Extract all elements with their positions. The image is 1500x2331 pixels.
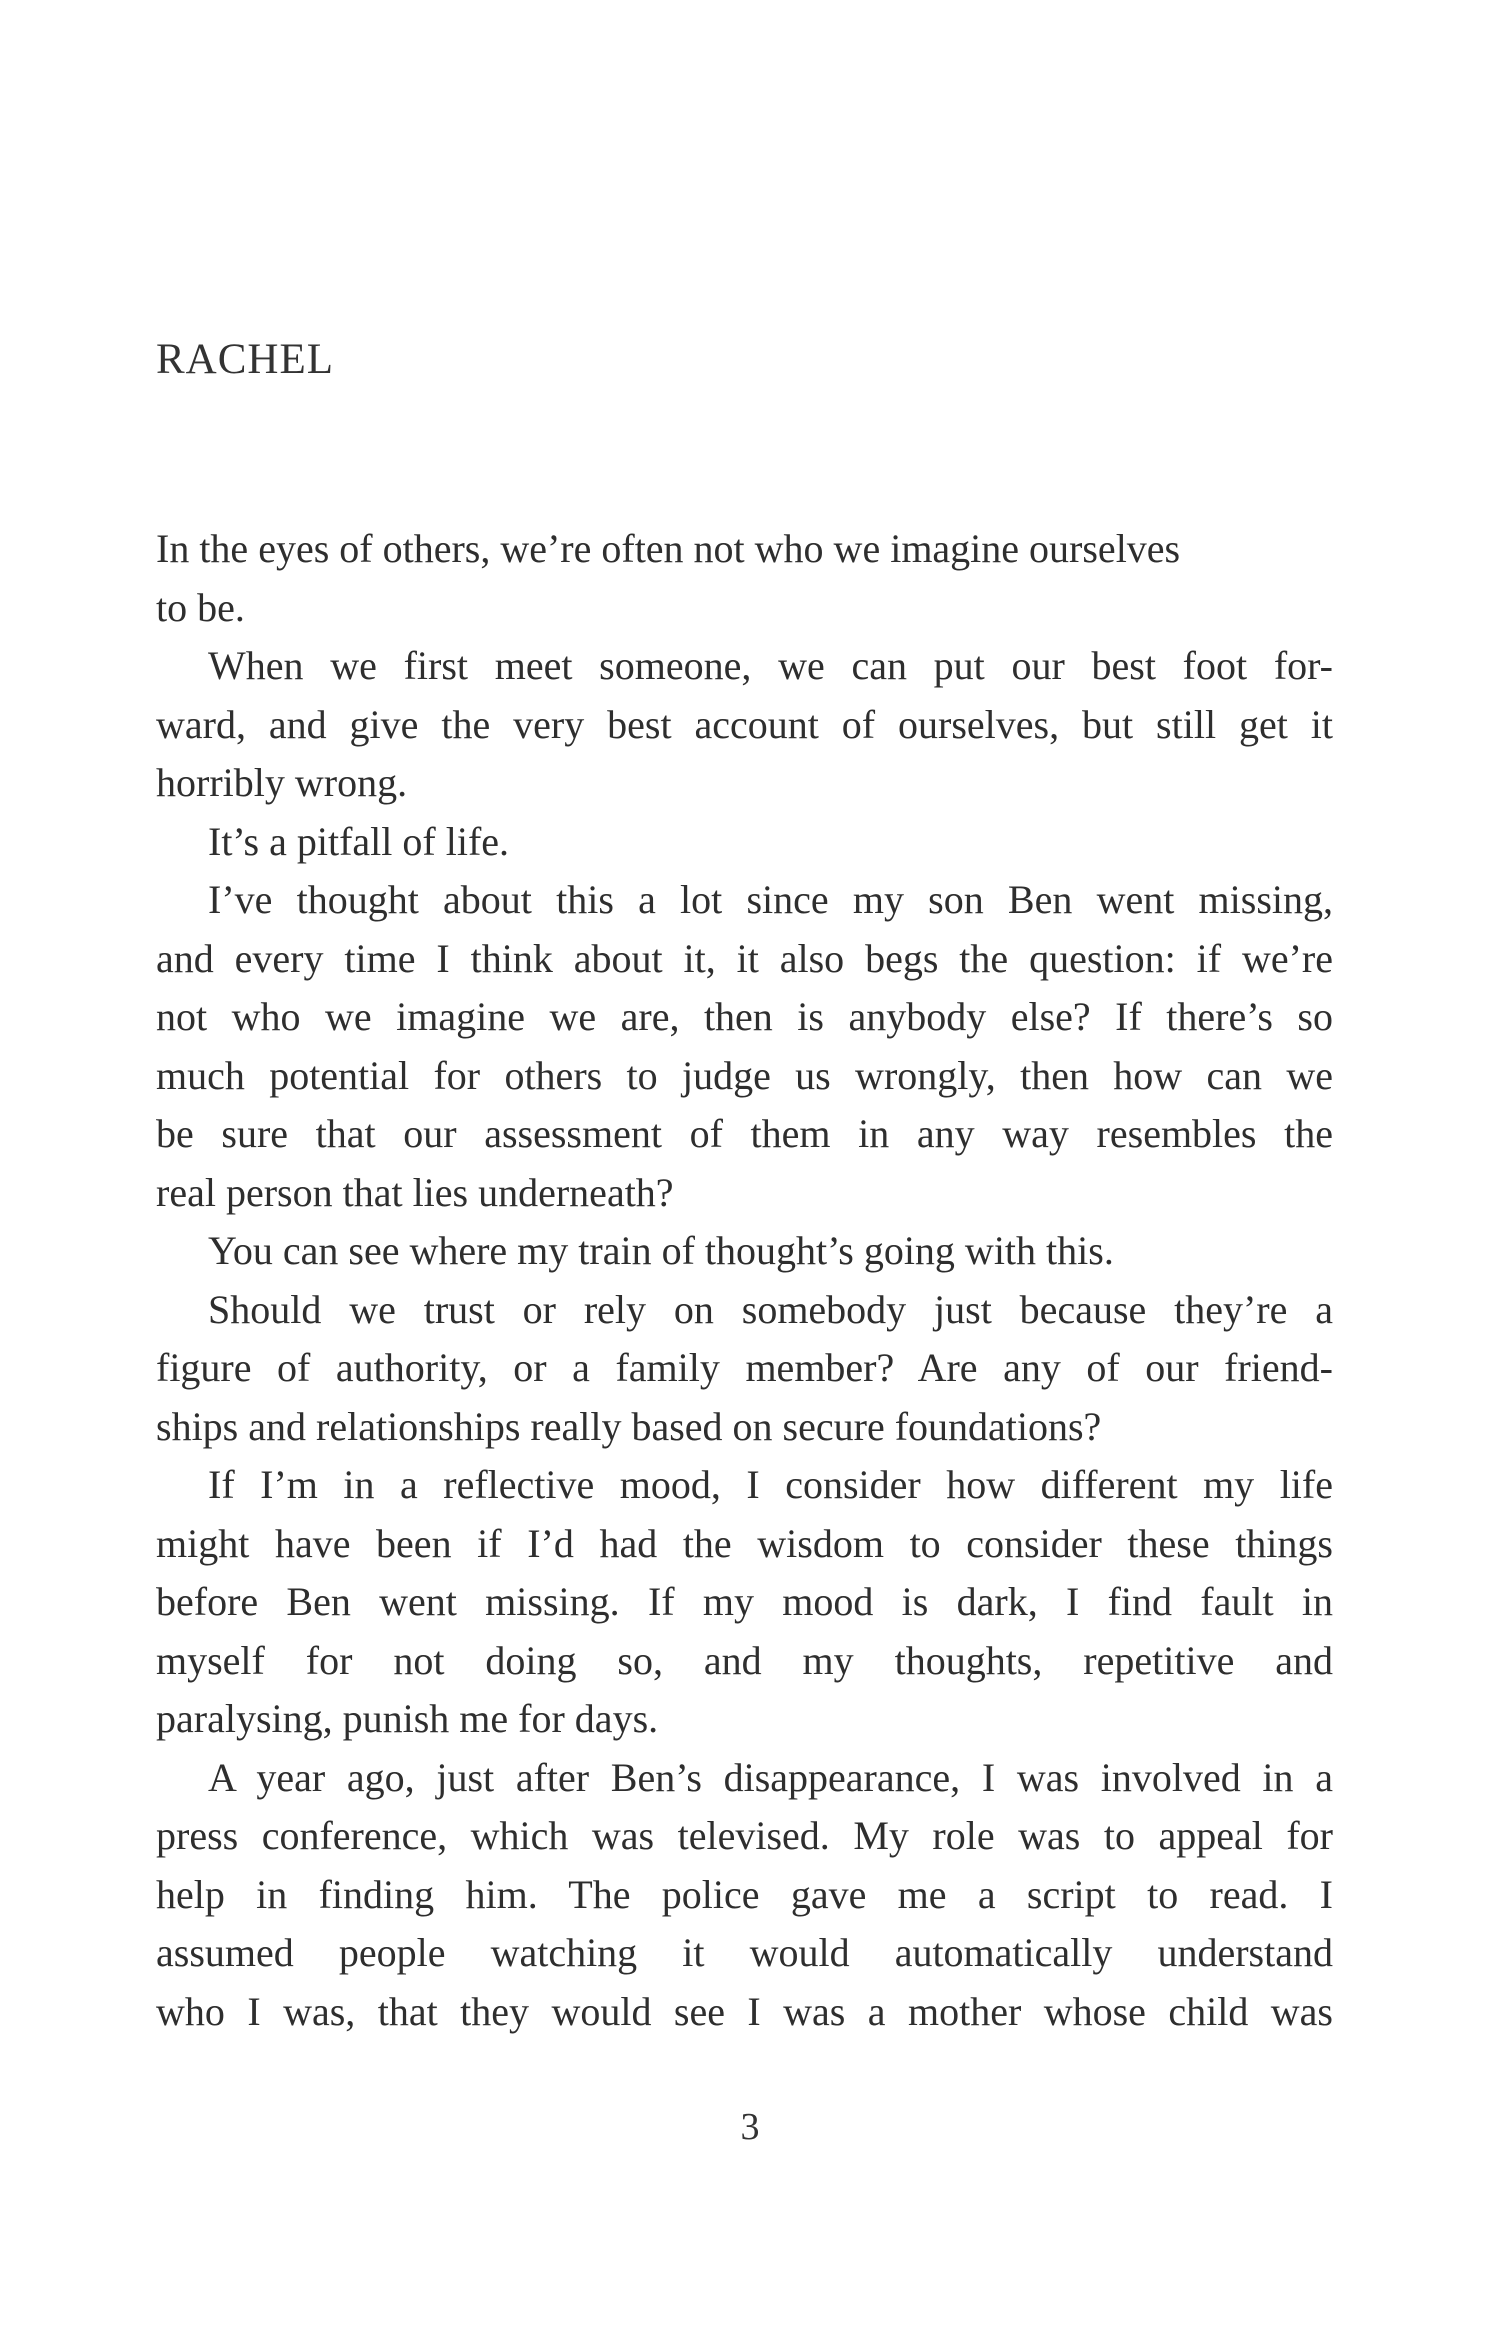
text-line: to be. <box>156 584 245 630</box>
text-line: I’ve thought about this a lot since my son Ben went missing, <box>208 877 1333 922</box>
text-line: who I was, that they would see I was a mother whose child was <box>156 1988 1333 2034</box>
text-line: real person that lies underneath? <box>156 1169 674 1215</box>
text-line: paralysing, punish me for days. <box>156 1696 659 1741</box>
text-line: ward, and give the very best account of ourselves, but still get it <box>156 701 1333 747</box>
text-line: help in finding him. The police gave me a script to read. I <box>156 1871 1333 1917</box>
text-line: Should we trust or rely on somebody just because they’re a <box>208 1286 1333 1332</box>
page-number: 3 <box>740 2106 760 2148</box>
text-line: In the eyes of others, we’re often not who we imagine ourselves <box>156 526 1181 571</box>
text-line: not who we imagine we are, then is anybody else? If there’s so <box>156 994 1333 1039</box>
body-text <box>156 520 1333 2041</box>
text-line: and every time I think about it, it also begs the question: if we’re <box>156 935 1333 981</box>
text-line: When we first meet someone, we can put our best foot for- <box>208 643 1333 688</box>
text-line: horribly wrong. <box>156 760 408 805</box>
text-line: figure of authority, or a family member? Are any of our friend- <box>156 1345 1333 1390</box>
text-line: press conference, which was televised. My role was to appeal for <box>156 1813 1333 1858</box>
text-line: A year ago, just after Ben’s disappearance, I was involved in a <box>208 1754 1333 1800</box>
text-line: myself for not doing so, and my thoughts, repetitive and <box>156 1637 1333 1683</box>
text-line: much potential for others to judge us wrongly, then how can we <box>156 1052 1333 1098</box>
chapter-title: RACHEL <box>156 336 334 383</box>
text-line: If I’m in a reflective mood, I consider how different my life <box>208 1462 1333 1507</box>
text-line: assumed people watching it would automatically understand <box>156 1930 1333 1975</box>
text-line: You can see where my train of thought’s going with this. <box>208 1228 1114 1273</box>
text-line: might have been if I’d had the wisdom to consider these things <box>156 1520 1333 1566</box>
text-line: be sure that our assessment of them in any way resembles the <box>156 1111 1333 1156</box>
text-line: ships and relationships really based on secure foundations? <box>156 1403 1102 1449</box>
text-line: It’s a pitfall of life. <box>208 818 510 864</box>
text-line: before Ben went missing. If my mood is dark, I find fault in <box>156 1579 1333 1624</box>
